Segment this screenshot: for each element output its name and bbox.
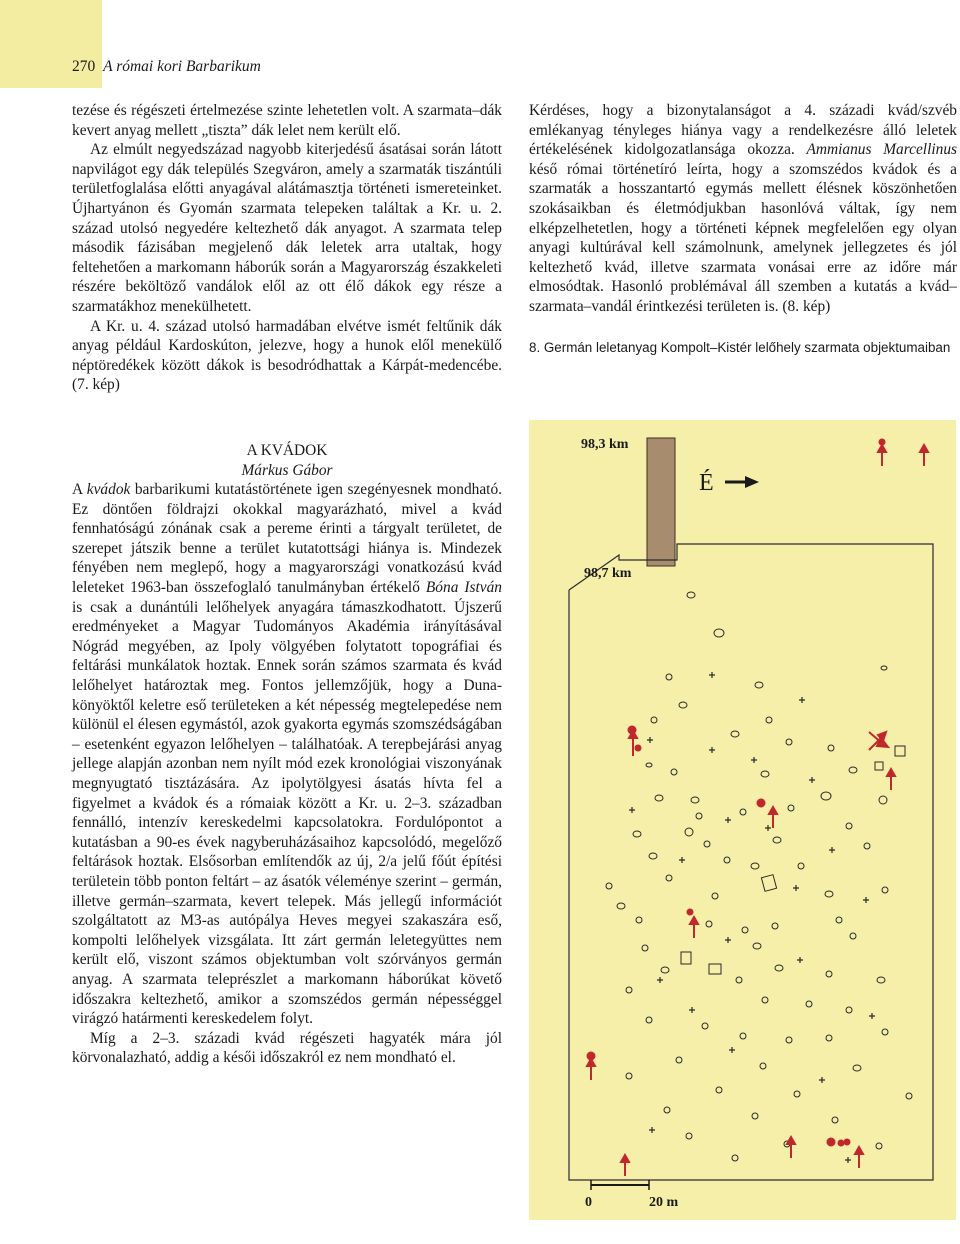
paragraph [529, 101, 957, 317]
emphasis: kvádok [86, 481, 131, 499]
page-number: 270 [72, 58, 96, 75]
figure-caption: 8. Germán leletanyag Kompolt–Kistér lelőhely szarmata objektumaiban [529, 339, 951, 355]
paragraph [72, 480, 502, 1029]
figure-reference: (8. kép) [782, 297, 831, 315]
book-title: A római kori Barbarikum [103, 58, 261, 75]
text-run: késő római történetíró leírta, hogy a szomszédos kvádok és a szarmaták a hosszantartó egymás mellett élésnek köszönhetően szokásaikban és életmódjukban hasonlóvá váltak, így nem elképzelhetetlen, hogy a történeti képnek megfelelően egy olyan anyagi kultúrával kell számolnunk, amelynek jellegzetes és jól keltezhető kvád, illetve szarmata vonásai erre az időre már elmosódtak. Hasonló problémával áll szemben a kutatás a kvád–szarmata–vandál érintkezési területen is. [529, 160, 957, 315]
km-label-top: 98,3 km [581, 437, 629, 452]
road-segment [647, 438, 675, 566]
feature-outlines [606, 592, 912, 1161]
germanic-find-markers [587, 439, 928, 1176]
site-map-drawing [529, 420, 956, 1220]
scale-zero-label: 0 [585, 1195, 592, 1210]
section-heading [72, 441, 502, 480]
text-run: A [72, 481, 87, 499]
paragraph [72, 317, 502, 395]
north-arrow-icon [725, 476, 759, 488]
scale-distance-label: 20 m [649, 1195, 679, 1210]
text-run: is csak a dunántúli lelőhelyek anyagára támaszkodhatott. Újszerű eredményeket a Magyar Tudományos Akadémia irányításával Nógrád megyében, az Ipoly völgyében folytatott topográfiai és feltárási munkálatok hoztak. Ennek során számos szarmata és kvád lelőhelyet határoztak meg. Fontos jellemzőjük, hogy a Duna-könyöktől keletre eső területeken a két népesség megtelepedése nem különül el élesen egymástól, azok gyakorta egymás szomszédságában – esetenként egyazon lelőhelyen – találhatóak. A terepbejárási anyag jellege alapján azonban nem nyílt mód ezek kronológiai viszonyának megnyugtató tisztázására. Az ipolytölgyesi ásatás hívta fel a figyelmet a kvádok és a rómaiak között a Kr. u. 2–3. században fennálló, intenzív kereskedelmi kapcsolatokra. Fordulópontot a kutatásban a 90-es évek nagyberuházásaihoz kapcsolódó, megelőző feltárások hoztak. Elsősorban említendők az új, 2/a jelű főút építési területein több ponton feltárt – az ásatók véleménye szerint – germán, illetve germán–szarmata, kevert telepek. Más jellegű információt szolgáltatott az M3-as autópálya Heves megyei szakaszára eső, kompolti lelőhelyek vizsgálata. Itt zárt germán leletegyüttes nem került elő, viszont számos objektumban volt szórványos germán anyag. A szarmata teleprészlet a markomann háborúkat követő időszakra keltezhető, amikor a szomszédos germán népességgel virágzó határmenti kereskedelem folyt. [72, 598, 502, 1028]
north-label: É [699, 470, 714, 496]
text-run: Kérdéses, hogy a bizonytalanságot a 4. századi kvád/szvéb emlékanyag tényleges hiánya vagy a rendelkezésre álló leletek értékelésének kidolgozatlansága okozza. [529, 102, 957, 159]
figure-reference: (7. kép) [72, 376, 120, 394]
km-label-mid: 98,7 km [584, 566, 632, 581]
paragraph-text: A Kr. u. 4. század utolsó harmadában elvétve ismét feltűnik dák anyag például Kardoskúton, jelezve, hogy a hunok elől menekülő néptöredékek között dákok is besodródhattak a Kárpát-medencébe. [72, 317, 502, 374]
left-column [72, 101, 502, 1068]
paragraph: Míg a 2–3. századi kvád régészeti hagyaték mára jól körvonalazható, addig a késői időszakról ez nem mondható el. [72, 1029, 502, 1067]
paragraph: tezése és régészeti értelmezése szinte lehetetlen volt. A szarmata–dák kevert anyag mellett „tiszta” dák lelet nem került elő. [72, 102, 502, 139]
author-name: Ammianus Marcellinus [806, 141, 958, 159]
section-author: Márkus Gábor [241, 461, 333, 479]
right-column [529, 101, 957, 356]
scale-bar [591, 1180, 649, 1190]
excavation-outline [569, 544, 933, 1180]
site-map-figure [529, 420, 956, 1220]
author-name: Bóna István [425, 579, 502, 597]
text-run: barbarikumi kutatástörténete igen szegényesnek mondható. Ez döntően földrajzi okokkal magyarázható, mivel a kvád fennhatóságú zónának csak a pereme érinti a tárgyalt területet, de szerepet játszik benne a terület kutatottsági hiánya is. Mindezek fényében nem meglepő, hogy a magyarországi vonatkozású kvád leleteket 1963-ban összefoglaló tanulmányban értékelő [72, 481, 502, 597]
running-header [72, 58, 261, 76]
section-title: A KVÁDOK [246, 441, 328, 459]
paragraph: Az elmúlt negyedszázad nagyobb kiterjedésű ásatásai során látott napvilágot egy dák település Szegváron, amely a szarmaták tiszántúli területfoglalása előtti anyagával alátámasztja történeti ismereteinket. Újhartyánon és Gyomán szarmata telepeken találtak a Kr. u. 2. század utolsó negyedére keltezhető dák anyagot. A szarmata telep második fázisában megjelenő dák leletek arra utaltak, hogy feltehetően a markomann háborúk során a Magyarország északkeleti részére beköltöző vandálok elől az ott élő dákok egy része a szarmatákhoz menekülhetett. [72, 141, 502, 315]
